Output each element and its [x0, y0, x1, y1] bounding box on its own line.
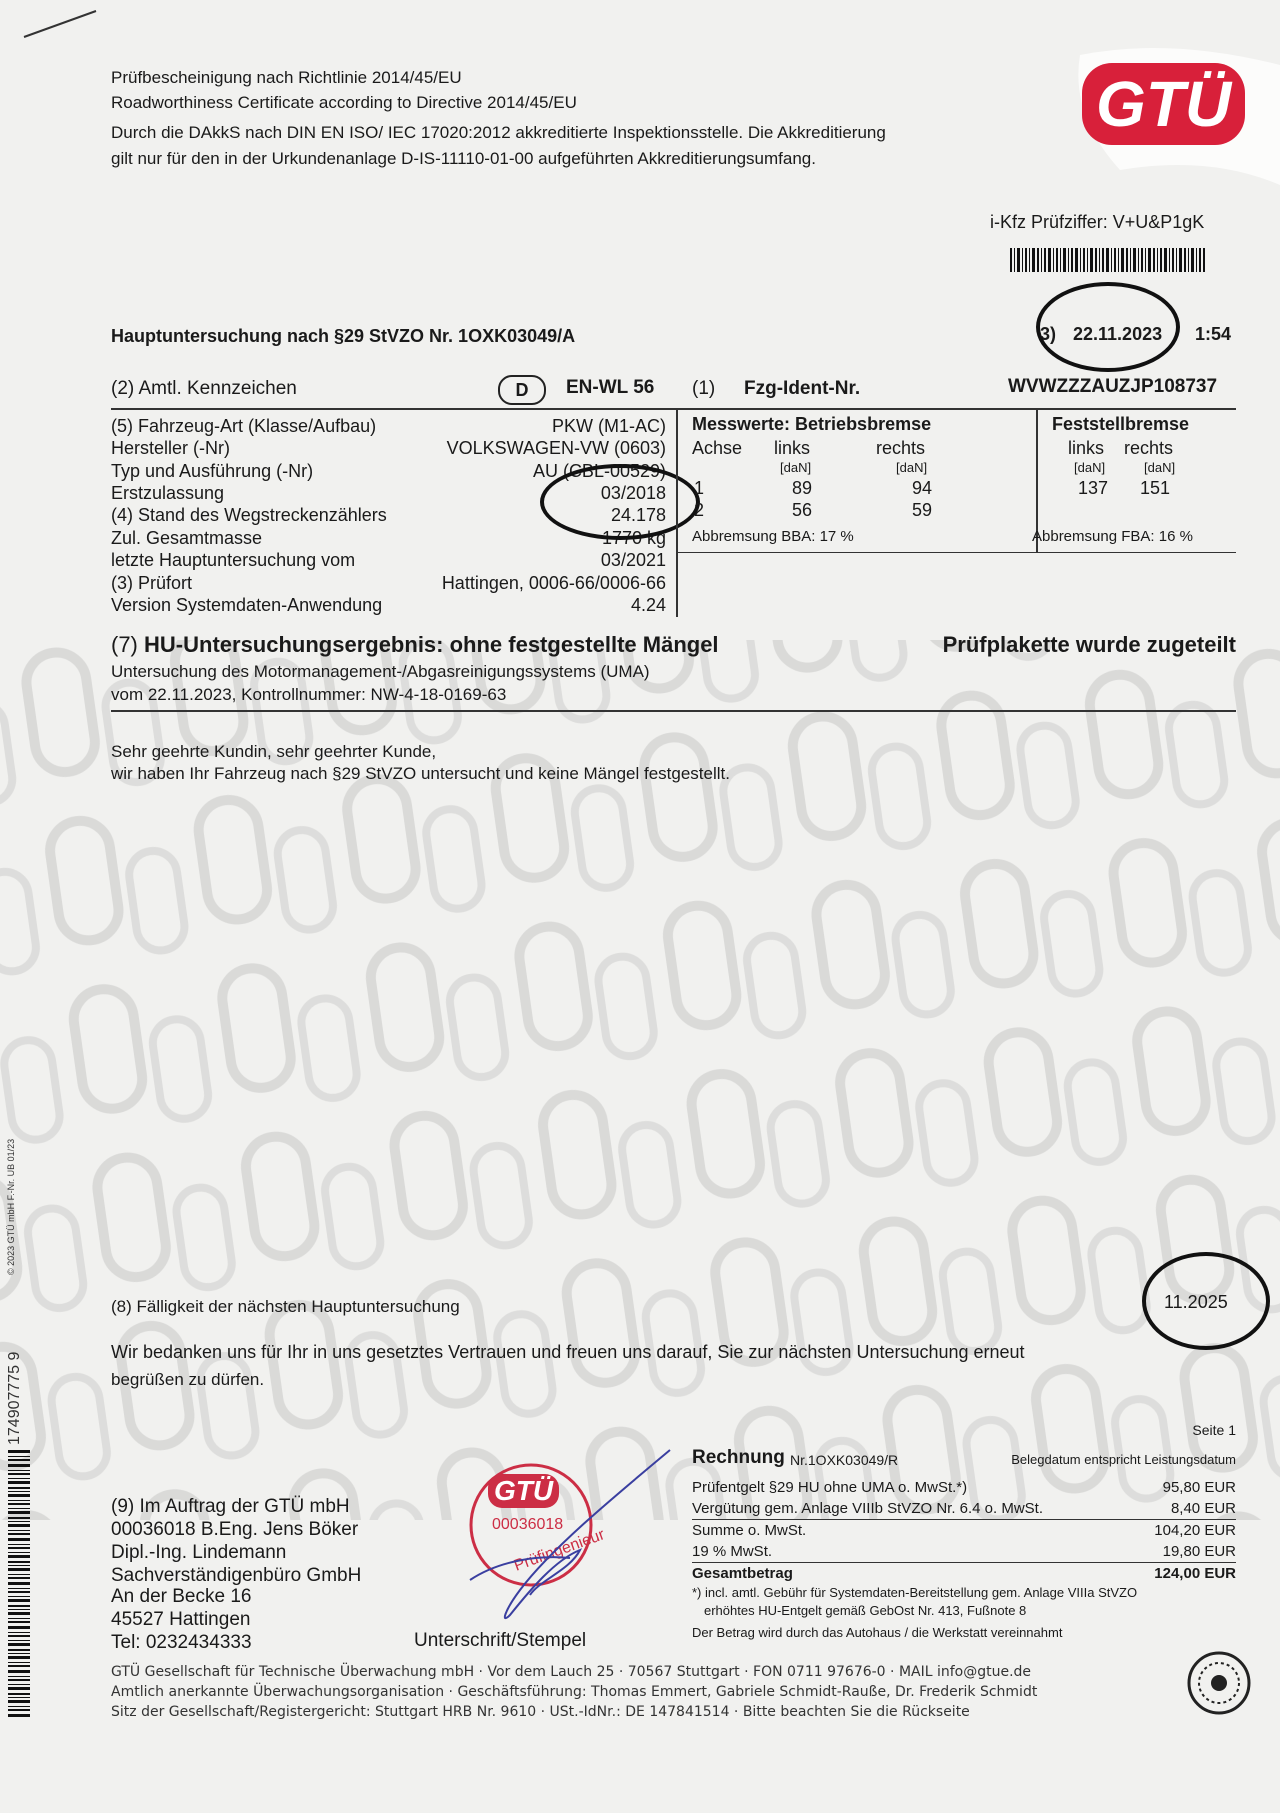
unit-left: [daN] [780, 460, 812, 475]
fba-value: Abbremsung FBA: 16 % [1032, 528, 1193, 545]
side-barcode-number: 174907775 9 [6, 1351, 23, 1445]
axle-1-left: 89 [792, 478, 813, 498]
result-rule [111, 710, 1236, 712]
invoice-row-label: Prüfentgelt §29 HU ohne UMA o. MwSt.*) [692, 1479, 968, 1496]
side-barcode [8, 1450, 30, 1720]
stamp-logo-text: GTÜ [488, 1474, 559, 1508]
invoice-row-value: 8,40 EUR [1170, 1500, 1236, 1517]
table-top-rule [111, 408, 1236, 410]
invoice-rule-1 [692, 1519, 1236, 1520]
left-header: links [774, 438, 811, 458]
detail-label: (3) Prüfort [111, 573, 193, 593]
invoice-row-label: Summe o. MwSt. [692, 1522, 807, 1539]
invoice-row-value: 104,20 EUR [1154, 1522, 1236, 1539]
parking-left-header: links [1068, 438, 1105, 458]
inspection-date: 22.11.2023 [1073, 324, 1163, 344]
detail-label: Typ und Ausführung (-Nr) [111, 461, 314, 481]
next-inspection-label: (8) Fälligkeit der nächsten Hauptuntersuchung [111, 1297, 460, 1316]
header-line-4: gilt nur für den in der Urkundenanlage D-IS-11110-01-00 aufgeführten Akkreditierungsumfang. [111, 149, 816, 168]
right-header: rechts [876, 438, 926, 458]
brake-rule [676, 552, 1236, 553]
header-line-1: Prüfbescheinigung nach Richtlinie 2014/45/EU [111, 68, 462, 87]
axle-2-left: 56 [792, 500, 813, 520]
inspector-line-5: An der Becke 16 [111, 1586, 252, 1607]
detail-value: 03/2021 [600, 550, 666, 570]
uma-line-2: vom 22.11.2023, Kontrollnummer: NW-4-18-0169-63 [111, 685, 507, 704]
axle-1-right: 94 [912, 478, 933, 498]
fin-number-ref: (1) [692, 378, 716, 399]
sticker-assigned: Prüfplakette wurde zugeteilt [942, 632, 1236, 657]
axle-2: 2 [694, 500, 705, 520]
letter-body: wir haben Ihr Fahrzeug nach §29 StVZO untersucht und keine Mängel festgestellt. [111, 764, 730, 783]
invoice-row-label: Vergütung gem. Anlage VIIIb StVZO Nr. 6.4 o. MwSt. [692, 1500, 1044, 1517]
invoice-note-3: Der Betrag wird durch das Autohaus / die Werkstatt vereinnahmt [692, 1625, 1063, 1640]
stamp-number: 00036018 [492, 1516, 564, 1533]
service-brake-title: Messwerte: Betriebsbremse [692, 414, 932, 434]
detail-label: Hersteller (-Nr) [111, 438, 230, 458]
inspector-line-2: 00036018 B.Eng. Jens Böker [111, 1519, 359, 1540]
pen-circle-date [1036, 282, 1180, 372]
inspector-line-1: (9) Im Auftrag der GTÜ mbH [111, 1496, 350, 1517]
parking-left-value: 137 [1078, 478, 1109, 498]
table-divider-1 [676, 410, 678, 617]
inspector-line-7: Tel: 0232434333 [111, 1632, 252, 1653]
detail-label: (4) Stand des Wegstreckenzählers [111, 505, 387, 525]
barcode [1010, 248, 1206, 272]
thanks-line-2: begrüßen zu dürfen. [111, 1370, 265, 1389]
pen-stroke-mark [20, 5, 100, 45]
invoice-row-value: 19,80 EUR [1162, 1543, 1236, 1560]
next-inspection-date: 11.2025 [1164, 1292, 1228, 1312]
detail-value: 24.178 [610, 505, 666, 525]
side-copyright: © 2023 GTÜ mbH F.-Nr. UB 01/23 [6, 1138, 16, 1275]
parking-right-value: 151 [1140, 478, 1171, 498]
handwritten-signature [460, 1440, 690, 1630]
invoice-note-2: erhöhtes HU-Entgelt gemäß GebOst Nr. 413, Fußnote 8 [704, 1603, 1027, 1618]
inspection-date-prefix: 3) [1040, 324, 1057, 344]
license-plate: EN-WL 56 [566, 377, 655, 398]
country-badge: D [498, 375, 546, 405]
axle-1: 1 [694, 478, 705, 498]
invoice-row-value: 95,80 EUR [1162, 1479, 1236, 1496]
fin-value: WVWZZZAUZJP108737 [1008, 376, 1218, 397]
invoice-belegdatum: Belegdatum entspricht Leistungsdatum [1011, 1452, 1236, 1467]
inspector-line-3: Dipl.-Ing. Lindemann [111, 1542, 287, 1563]
inspection-time: 1:54 [1195, 324, 1232, 344]
detail-value: AU (CBL-00529) [532, 461, 666, 481]
invoice-title: Rechnung [692, 1447, 785, 1468]
thanks-line-1: Wir bedanken uns für Ihr in uns gesetztes Vertrauen und freuen uns darauf, Sie zur nächsten Untersuchung erneut [111, 1342, 1025, 1362]
page-number: Seite 1 [1192, 1422, 1236, 1438]
pruefziffer: i-Kfz Prüfziffer: V+U&P1gK [990, 212, 1205, 232]
pen-circle-next-date [1142, 1252, 1270, 1350]
inspector-line-6: 45527 Hattingen [111, 1609, 251, 1630]
detail-value: Hattingen, 0006-66/0006-66 [441, 573, 666, 593]
bba-value: Abbremsung BBA: 17 % [692, 528, 854, 545]
footer-line-1: GTÜ Gesellschaft für Technische Überwachung mbH · Vor dem Lauch 25 · 70567 Stuttgart · FON 0711 97676-0 · MAIL info@gtue.de [111, 1664, 1032, 1680]
uma-line-1: Untersuchung des Motormanagement-/Abgasreinigungssystems (UMA) [111, 662, 650, 681]
unit-right: [daN] [896, 460, 928, 475]
fin-label: Fzg-Ident-Nr. [744, 378, 861, 399]
signature-label: Unterschrift/Stempel [414, 1630, 587, 1651]
parking-unit-right: [daN] [1144, 460, 1176, 475]
detail-label: Version Systemdaten-Anwendung [111, 595, 383, 615]
gtue-logo-text: GTÜ [1082, 63, 1245, 145]
result-number: (7) [111, 632, 138, 657]
axle-2-right: 59 [912, 500, 933, 520]
inspector-line-4: Sachverständigenbüro GmbH [111, 1565, 362, 1586]
accreditation-seal-icon [1186, 1650, 1252, 1716]
footer-line-2: Amtlich anerkannte Überwachungsorganisation · Geschäftsführung: Thomas Emmert, Gabriele Schmidt-Rauße, Dr. Frederik Schmidt [111, 1684, 1038, 1700]
detail-value: PKW (M1-AC) [552, 416, 666, 436]
detail-label: letzte Hauptuntersuchung vom [111, 550, 356, 570]
invoice-rule-2 [692, 1562, 1236, 1563]
detail-value: 1770 kg [601, 528, 666, 548]
stamp-text: Prüfingenieur [511, 1526, 608, 1575]
result-title: HU-Untersuchungsergebnis: ohne festgestellte Mängel [144, 632, 719, 657]
header-line-2: Roadworthiness Certificate according to Directive 2014/45/EU [111, 93, 577, 112]
gtue-logo [1060, 45, 1280, 185]
invoice-row-label: 19 % MwSt. [692, 1543, 773, 1560]
greeting: Sehr geehrte Kundin, sehr geehrter Kunde, [111, 742, 437, 761]
parking-right-header: rechts [1124, 438, 1174, 458]
detail-value: 03/2018 [600, 483, 666, 503]
detail-label: Zul. Gesamtmasse [111, 528, 263, 548]
detail-value: VOLKSWAGEN-VW (0603) [446, 438, 666, 458]
invoice-note-1: *) incl. amtl. Gebühr für Systemdaten-Bereitstellung gem. Anlage VIIIa StVZO [692, 1585, 1138, 1600]
footer-line-3: Sitz der Gesellschaft/Registergericht: Stuttgart HRB Nr. 9610 · USt.-IdNr.: DE 147841514 · Bitte beachten Sie die Rückseite [111, 1704, 970, 1720]
invoice-total-value: 124,00 EUR [1154, 1565, 1236, 1582]
kennzeichen-label: (2) Amtl. Kennzeichen [111, 378, 297, 399]
invoice-number: Nr.1OXK03049/R [790, 1452, 899, 1468]
parking-brake-title: Feststellbremse [1052, 414, 1190, 434]
detail-value: 4.24 [630, 595, 666, 615]
detail-label: (5) Fahrzeug-Art (Klasse/Aufbau) [111, 416, 377, 436]
result-line [111, 632, 719, 658]
header-line-3: Durch die DAkkS nach DIN EN ISO/ IEC 17020:2012 akkreditierte Inspektionsstelle. Die Akkreditierung [111, 123, 886, 142]
axle-header: Achse [692, 438, 743, 458]
invoice-total-label: Gesamtbetrag [692, 1565, 793, 1582]
detail-label: Erstzulassung [111, 483, 225, 503]
parking-unit-left: [daN] [1074, 460, 1106, 475]
inspection-title: Hauptuntersuchung nach §29 StVZO Nr. 1OXK03049/A [111, 326, 576, 346]
